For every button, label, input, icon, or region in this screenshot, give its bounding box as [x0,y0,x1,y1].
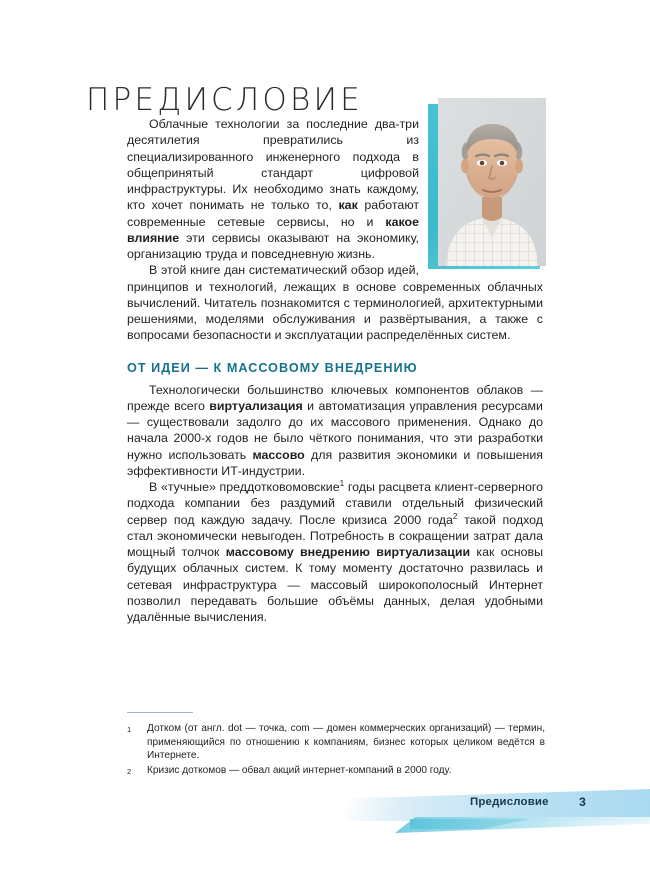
section-p1-part2: и автоматизация управления ресурсами — существовали задолго до их массового применения. Однако до начала 2000-х годов не было чёткого понимания, что эти разработки нужно использовать [127,398,543,462]
page-footer [0,789,650,833]
page-title: ПРЕДИСЛОВИЕ [86,81,363,118]
section-p1-bold1: виртуализация [209,398,303,413]
section-p1-bold2: массово [252,447,305,462]
footnote-item [127,764,545,778]
section-p2-bold1: массовому внедрению виртуализации [225,545,471,559]
intro-p1-bold1: как [338,198,358,213]
section-p2-part1: В «тучные» преддотковомовские [149,480,340,494]
section-p2-part4: как основы будущих облачных систем. К тому моменту достаточно развилась и сетевая инфраструктура — массовый широкополосный Интернет позволил передавать большие объёмы данных, делая удобными удалённые вычисления. [127,545,544,624]
footer-chapter-label: Предисловие [470,796,549,808]
footnote-text: Дотком (от англ. dot — точка, com — домен коммерческих организаций) — термин, применяющийся по отношению к компаниям, бизнес которых целиком ведётся в Интернете. [147,723,545,761]
intro-p1-bold2: какое влияние [127,214,419,245]
intro-p1-part3: эти сервисы оказывают на экономику, организацию труда и повседневную жизнь. [127,230,419,261]
intro-p1-part2: работают современные сетевые сервисы, но и [127,198,420,229]
footnotes-block [127,712,545,780]
intro-p1-part1: Облачные технологии за последние два-три десятилетия превратились из специализированного инженерного подхода в общепринятый стандарт цифровой инфраструктуры. Их необходимо знать каждому, кто хочет понимать не только то, [127,117,419,213]
footnote-separator-rule [127,712,193,713]
footer-page-number: 3 [579,795,586,809]
footnote-marker-1[interactable]: 1 [339,478,345,488]
section-paragraph-1 [127,382,543,480]
main-text-column [127,116,543,625]
footnote-text: Кризис доткомов — обвал акций интернет-компаний в 2000 году. [147,765,452,777]
section-p2-part2: годы расцвета клиент-серверного подхода компании без раздумий ставили отдельный физический сервер под каждую задачу. После кризиса 2000 года [127,480,544,527]
section-p1-part1: Технологически большинство ключевых компонентов облаков — прежде всего [127,382,543,413]
intro-paragraph-2: В этой книге дан систематический обзор идей, принципов и технологий, лежащих в основе современных облачных вычислений. Читатель познакомится с терминологией, архитектурными решениями, моделями обслуживания и развёртывания, а также с вопросами безопасности и эксплуатации распределённых систем. [127,263,543,343]
footnote-marker-2[interactable]: 2 [452,511,458,521]
footnote-number: 2 [127,767,132,777]
footnote-item [127,722,545,762]
footnote-number: 1 [127,725,132,735]
section-heading: ОТ ИДЕИ — К МАССОВОМУ ВНЕДРЕНИЮ [127,360,418,375]
section-p1-part3: для развития экономики и повышения эффективности ИТ-индустрии. [127,447,543,478]
photo-text-wrap-spacer [419,116,543,276]
section-p2-part3: такой подход стал экономически невыгоден. Потребность в сокращении затрат дала мощный толчок [127,512,543,559]
section-paragraph-2 [127,479,543,625]
